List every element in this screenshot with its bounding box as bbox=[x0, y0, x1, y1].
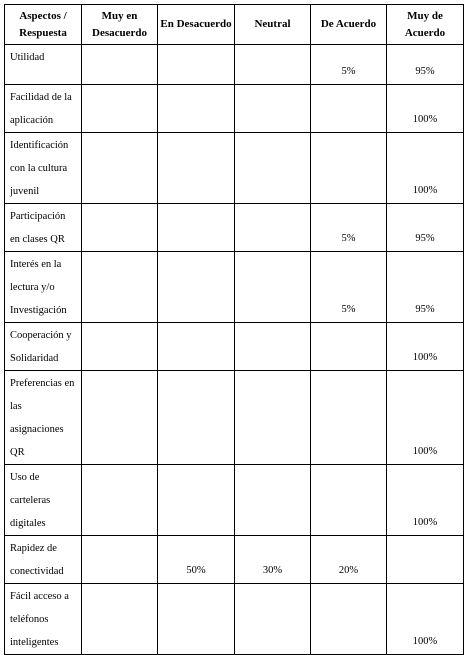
value-cell bbox=[158, 323, 235, 371]
value-cell bbox=[235, 45, 311, 85]
value-cell: 30% bbox=[235, 536, 311, 584]
aspect-cell: Identificación con la cultura juvenil bbox=[5, 133, 82, 204]
value-cell: 100% bbox=[387, 133, 464, 204]
table-row bbox=[5, 45, 464, 85]
value-cell bbox=[82, 45, 158, 85]
value-cell: 5% bbox=[311, 45, 387, 85]
value-cell bbox=[82, 323, 158, 371]
aspect-cell: Fácil acceso a teléfonos inteligentes bbox=[5, 584, 82, 655]
value-cell bbox=[235, 133, 311, 204]
value-cell: 100% bbox=[387, 465, 464, 536]
header-muy-en-desacuerdo: Muy en Desacuerdo bbox=[82, 5, 158, 45]
value-cell bbox=[235, 465, 311, 536]
table-container bbox=[4, 4, 464, 655]
aspect-cell: Uso de carteleras digitales bbox=[5, 465, 82, 536]
value-cell bbox=[158, 204, 235, 252]
value-cell bbox=[311, 133, 387, 204]
value-cell bbox=[82, 85, 158, 133]
value-cell: 100% bbox=[387, 85, 464, 133]
table-row bbox=[5, 584, 464, 655]
table-row bbox=[5, 133, 464, 204]
table-body bbox=[5, 45, 464, 655]
survey-results-table bbox=[4, 4, 464, 655]
header-muy-de-acuerdo: Muy de Acuerdo bbox=[387, 5, 464, 45]
header-row bbox=[5, 5, 464, 45]
value-cell: 5% bbox=[311, 204, 387, 252]
value-cell bbox=[158, 252, 235, 323]
value-cell bbox=[235, 371, 311, 465]
value-cell: 95% bbox=[387, 45, 464, 85]
value-cell bbox=[82, 204, 158, 252]
value-cell bbox=[82, 133, 158, 204]
value-cell bbox=[235, 252, 311, 323]
value-cell: 100% bbox=[387, 323, 464, 371]
value-cell: 50% bbox=[158, 536, 235, 584]
value-cell bbox=[158, 584, 235, 655]
value-cell bbox=[82, 371, 158, 465]
value-cell bbox=[311, 85, 387, 133]
header-neutral: Neutral bbox=[235, 5, 311, 45]
aspect-cell: Participación en clases QR bbox=[5, 204, 82, 252]
aspect-cell: Preferencias en las asignaciones QR bbox=[5, 371, 82, 465]
header-de-acuerdo: De Acuerdo bbox=[311, 5, 387, 45]
value-cell bbox=[311, 465, 387, 536]
value-cell bbox=[158, 465, 235, 536]
value-cell bbox=[158, 85, 235, 133]
aspect-cell: Interés en la lectura y/o Investigación bbox=[5, 252, 82, 323]
value-cell bbox=[235, 584, 311, 655]
value-cell bbox=[158, 133, 235, 204]
table-row bbox=[5, 371, 464, 465]
table-row bbox=[5, 252, 464, 323]
value-cell: 95% bbox=[387, 204, 464, 252]
value-cell bbox=[158, 371, 235, 465]
value-cell: 5% bbox=[311, 252, 387, 323]
table-row bbox=[5, 323, 464, 371]
value-cell: 100% bbox=[387, 371, 464, 465]
table-row bbox=[5, 536, 464, 584]
value-cell bbox=[82, 536, 158, 584]
value-cell: 95% bbox=[387, 252, 464, 323]
aspect-cell: Utilidad bbox=[5, 45, 82, 85]
value-cell bbox=[235, 323, 311, 371]
value-cell: 20% bbox=[311, 536, 387, 584]
table-row bbox=[5, 204, 464, 252]
value-cell bbox=[158, 45, 235, 85]
header-en-desacuerdo: En Desacuerdo bbox=[158, 5, 235, 45]
header-aspect: Aspectos / Respuesta bbox=[5, 5, 82, 45]
aspect-cell: Rapidez de conectividad bbox=[5, 536, 82, 584]
value-cell bbox=[311, 323, 387, 371]
table-row bbox=[5, 85, 464, 133]
value-cell bbox=[311, 371, 387, 465]
aspect-cell: Cooperación y Solidaridad bbox=[5, 323, 82, 371]
value-cell bbox=[387, 536, 464, 584]
value-cell: 100% bbox=[387, 584, 464, 655]
value-cell bbox=[235, 85, 311, 133]
value-cell bbox=[82, 584, 158, 655]
value-cell bbox=[235, 204, 311, 252]
aspect-cell: Facilidad de la aplicación bbox=[5, 85, 82, 133]
value-cell bbox=[82, 252, 158, 323]
value-cell bbox=[311, 584, 387, 655]
value-cell bbox=[82, 465, 158, 536]
table-row bbox=[5, 465, 464, 536]
